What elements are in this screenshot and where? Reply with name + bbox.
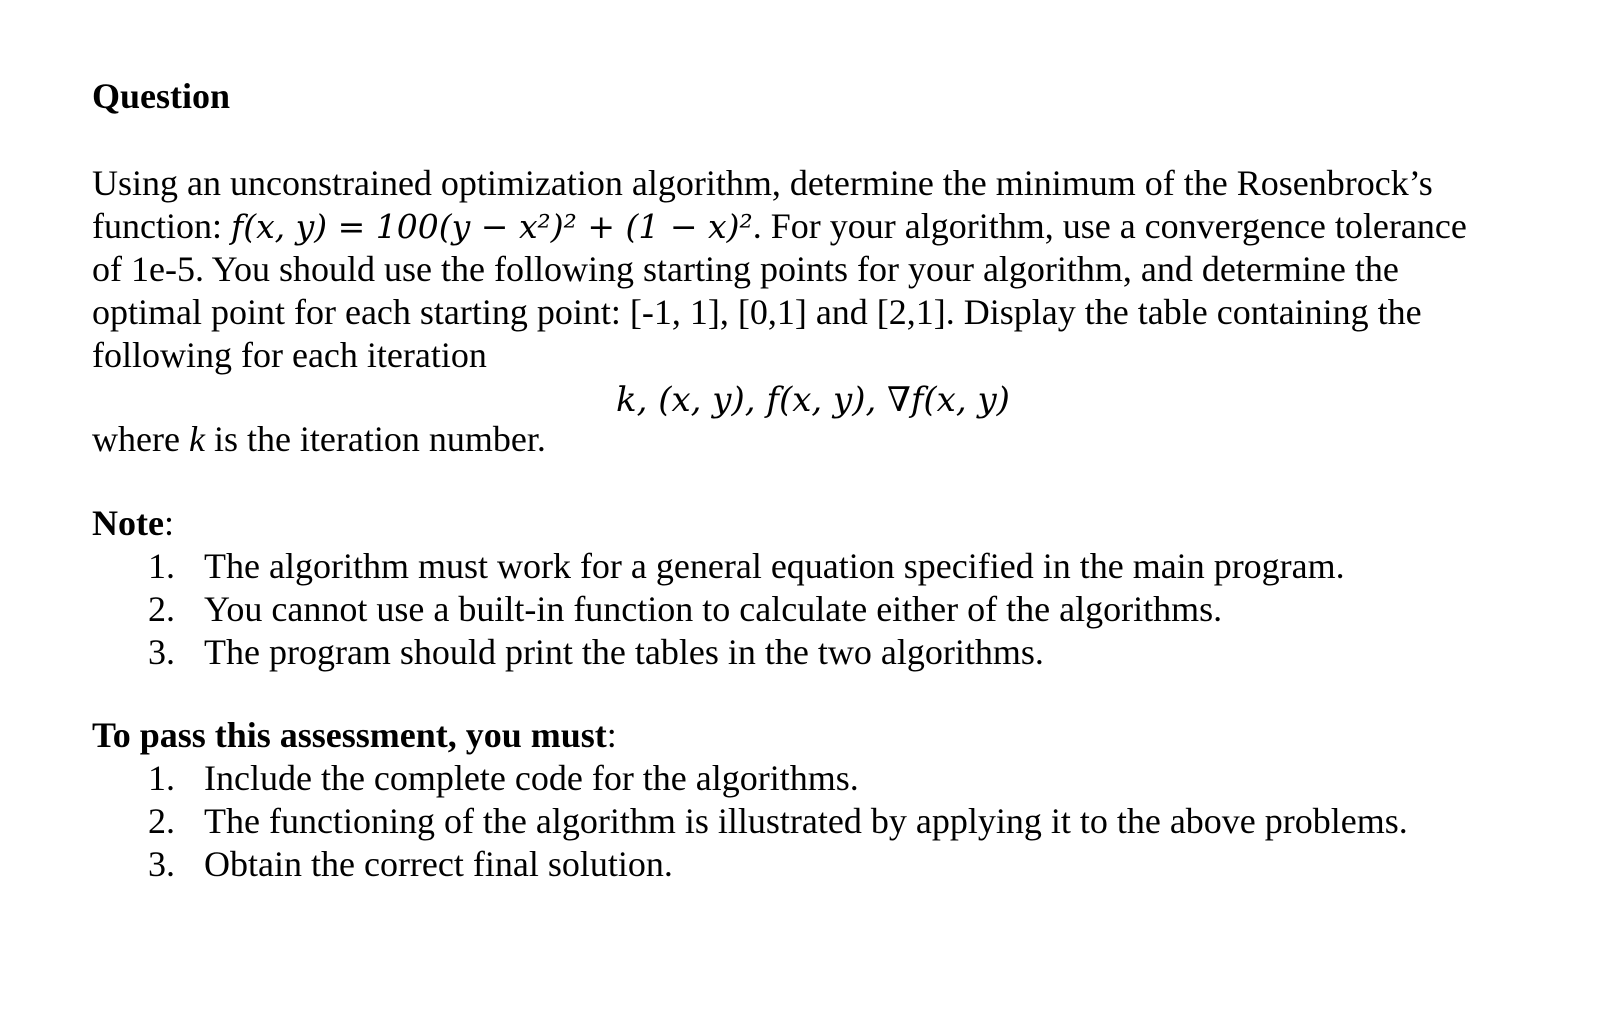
where-prefix: where	[92, 419, 189, 459]
list-text: Include the complete code for the algorithms.	[204, 758, 859, 798]
note-title	[92, 502, 174, 545]
where-sentence	[92, 418, 546, 461]
question-line-1: Using an unconstrained optimization algorithm, determine the minimum of the Rosenbrock’s	[92, 163, 1433, 203]
note-title-text: Note	[92, 503, 164, 543]
rosenbrock-formula: f(x, y) = 100(y − x²)² + (1 − x)²	[230, 207, 753, 246]
list-item	[148, 800, 1408, 843]
list-text: The program should print the tables in the two algorithms.	[204, 632, 1044, 672]
assessment-title-text: To pass this assessment, you must	[92, 715, 607, 755]
list-item	[148, 588, 1345, 631]
list-number: 3.	[148, 844, 175, 884]
assessment-title-colon: :	[606, 715, 617, 755]
question-line-5: following for each iteration	[92, 335, 487, 375]
list-number: 1.	[148, 546, 175, 586]
list-text: The functioning of the algorithm is illustrated by applying it to the above problems.	[204, 801, 1408, 841]
list-number: 1.	[148, 758, 175, 798]
list-text: Obtain the correct final solution.	[204, 844, 673, 884]
question-line-3: of 1e-5. You should use the following starting points for your algorithm, and determine the	[92, 249, 1399, 289]
question-line-2	[92, 205, 1562, 248]
list-text: You cannot use a built-in function to calculate either of the algorithms.	[204, 589, 1223, 629]
note-list	[148, 545, 1345, 674]
list-item	[148, 631, 1345, 674]
assessment-list	[148, 757, 1408, 886]
list-item	[148, 757, 1408, 800]
list-item	[148, 843, 1408, 886]
question-line-2-suffix: . For your algorithm, use a convergence tolerance	[752, 206, 1467, 246]
question-paragraph	[92, 162, 1562, 377]
iteration-variable: k	[188, 419, 205, 459]
list-number: 2.	[148, 589, 175, 629]
list-number: 2.	[148, 801, 175, 841]
iteration-table-columns-formula: k, (x, y), f(x, y), ∇f(x, y)	[616, 380, 1010, 420]
list-text: The algorithm must work for a general equation specified in the main program.	[204, 546, 1345, 586]
list-item	[148, 545, 1345, 588]
function-label: function:	[92, 206, 231, 246]
where-suffix: is the iteration number.	[204, 419, 546, 459]
assessment-title	[92, 714, 617, 757]
list-number: 3.	[148, 632, 175, 672]
question-line-4: optimal point for each starting point: [-1, 1], [0,1] and [2,1]. Display the table containing the	[92, 292, 1422, 332]
question-heading: Question	[92, 76, 231, 116]
note-title-colon: :	[163, 503, 174, 543]
